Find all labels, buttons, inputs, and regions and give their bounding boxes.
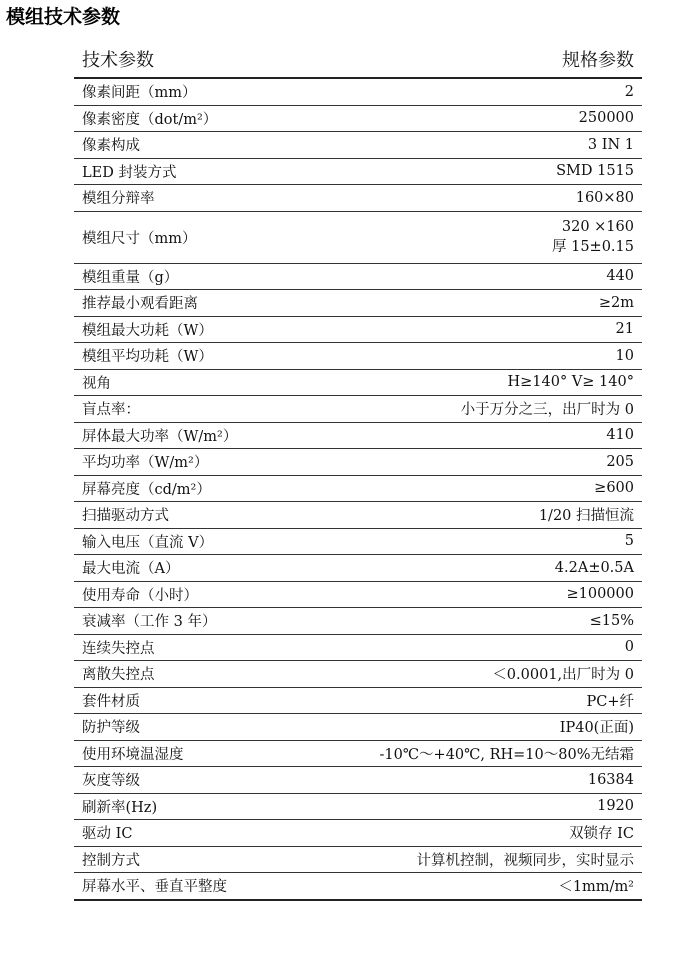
table-row	[74, 687, 642, 714]
param-name-cell: 像素密度（dot/m²）	[74, 105, 294, 132]
param-name-cell: 推荐最小观看距离	[74, 290, 294, 317]
param-name-cell: 离散失控点	[74, 661, 294, 688]
table-row	[74, 185, 642, 212]
param-value-cell: 3 IN 1	[294, 132, 642, 159]
param-name-cell: 模组分辩率	[74, 185, 294, 212]
table-row	[74, 158, 642, 185]
param-name-cell: 套件材质	[74, 687, 294, 714]
table-row	[74, 396, 642, 423]
param-name-cell: 最大电流（A）	[74, 555, 294, 582]
table-row	[74, 263, 642, 290]
table-row	[74, 369, 642, 396]
param-value-cell: 1920	[294, 793, 642, 820]
param-value-cell: 小于万分之三，出厂时为 0	[294, 396, 642, 423]
param-value-cell: 4.2A±0.5A	[294, 555, 642, 582]
param-name-cell: 模组尺寸（mm）	[74, 211, 294, 263]
table-row	[74, 581, 642, 608]
column-header-param: 技术参数	[74, 40, 294, 78]
table-row	[74, 793, 642, 820]
table-row	[74, 343, 642, 370]
param-value-cell: ＜1mm/m²	[294, 873, 642, 900]
param-value-cell: 计算机控制，视频同步，实时显示	[294, 846, 642, 873]
param-name-cell: 灰度等级	[74, 767, 294, 794]
table-row	[74, 820, 642, 847]
param-value-cell: ≥100000	[294, 581, 642, 608]
param-name-cell: 盲点率：	[74, 396, 294, 423]
param-value-cell: 5	[294, 528, 642, 555]
table-row	[74, 528, 642, 555]
param-name-cell: LED 封装方式	[74, 158, 294, 185]
param-value-cell: 双锁存 IC	[294, 820, 642, 847]
param-value-cell: ＜0.0001,出厂时为 0	[294, 661, 642, 688]
param-name-cell: 使用环境温湿度	[74, 740, 294, 767]
table-row	[74, 132, 642, 159]
param-value-cell: 1/20 扫描恒流	[294, 502, 642, 529]
param-value-cell: SMD 1515	[294, 158, 642, 185]
param-name-cell: 平均功率（W/m²）	[74, 449, 294, 476]
param-name-cell: 连续失控点	[74, 634, 294, 661]
param-name-cell: 像素间距（mm）	[74, 78, 294, 105]
table-row	[74, 502, 642, 529]
param-value-cell: ≥2m	[294, 290, 642, 317]
param-name-cell: 衰减率（工作 3 年）	[74, 608, 294, 635]
param-name-cell: 屏幕水平、垂直平整度	[74, 873, 294, 900]
param-name-cell: 像素构成	[74, 132, 294, 159]
table-row	[74, 78, 642, 105]
param-value-line: 320 ×160	[561, 218, 634, 235]
param-value-cell	[294, 211, 642, 263]
table-row	[74, 661, 642, 688]
param-name-cell: 模组最大功耗（W）	[74, 316, 294, 343]
param-value-cell: IP40(正面)	[294, 714, 642, 741]
param-value-cell: 10	[294, 343, 642, 370]
table-body	[74, 78, 642, 900]
param-value-cell: H≥140° V≥ 140°	[294, 369, 642, 396]
param-name-cell: 防护等级	[74, 714, 294, 741]
param-name-cell: 模组重量（g）	[74, 263, 294, 290]
param-name-cell: 模组平均功耗（W）	[74, 343, 294, 370]
param-name-cell: 输入电压（直流 V）	[74, 528, 294, 555]
param-value-cell: PC+纤	[294, 687, 642, 714]
param-value-cell: 16384	[294, 767, 642, 794]
table-row	[74, 105, 642, 132]
table-row	[74, 714, 642, 741]
param-value-cell: 2	[294, 78, 642, 105]
param-name-cell: 屏体最大功率（W/m²）	[74, 422, 294, 449]
param-value-cell: -10℃～+40℃, RH=10～80%无结霜	[294, 740, 642, 767]
param-value-cell: 440	[294, 263, 642, 290]
table-row	[74, 449, 642, 476]
param-name-cell: 视角	[74, 369, 294, 396]
param-name-cell: 屏幕亮度（cd/m²）	[74, 475, 294, 502]
column-header-spec: 规格参数	[294, 40, 642, 78]
param-name-cell: 使用寿命（小时）	[74, 581, 294, 608]
param-value-cell: ≤15%	[294, 608, 642, 635]
param-value-cell: ≥600	[294, 475, 642, 502]
table-header-row	[74, 40, 642, 78]
param-value-cell: 205	[294, 449, 642, 476]
table-row	[74, 316, 642, 343]
param-value-cell: 410	[294, 422, 642, 449]
table-row	[74, 740, 642, 767]
table-row	[74, 767, 642, 794]
table-row	[74, 211, 642, 263]
param-value-cell: 250000	[294, 105, 642, 132]
table-row	[74, 422, 642, 449]
table-row	[74, 475, 642, 502]
param-name-cell: 控制方式	[74, 846, 294, 873]
param-value-cell: 160×80	[294, 185, 642, 212]
param-name-cell: 扫描驱动方式	[74, 502, 294, 529]
table-row	[74, 634, 642, 661]
param-value-line: 厚 15±0.15	[552, 238, 634, 255]
spec-table	[74, 40, 642, 901]
table-row	[74, 290, 642, 317]
param-name-cell: 驱动 IC	[74, 820, 294, 847]
table-row	[74, 608, 642, 635]
param-name-cell: 刷新率(Hz)	[74, 793, 294, 820]
param-value-cell: 21	[294, 316, 642, 343]
table-row	[74, 846, 642, 873]
param-value-cell: 0	[294, 634, 642, 661]
table-row	[74, 873, 642, 900]
page-title: 模组技术参数	[6, 6, 121, 28]
table-row	[74, 555, 642, 582]
